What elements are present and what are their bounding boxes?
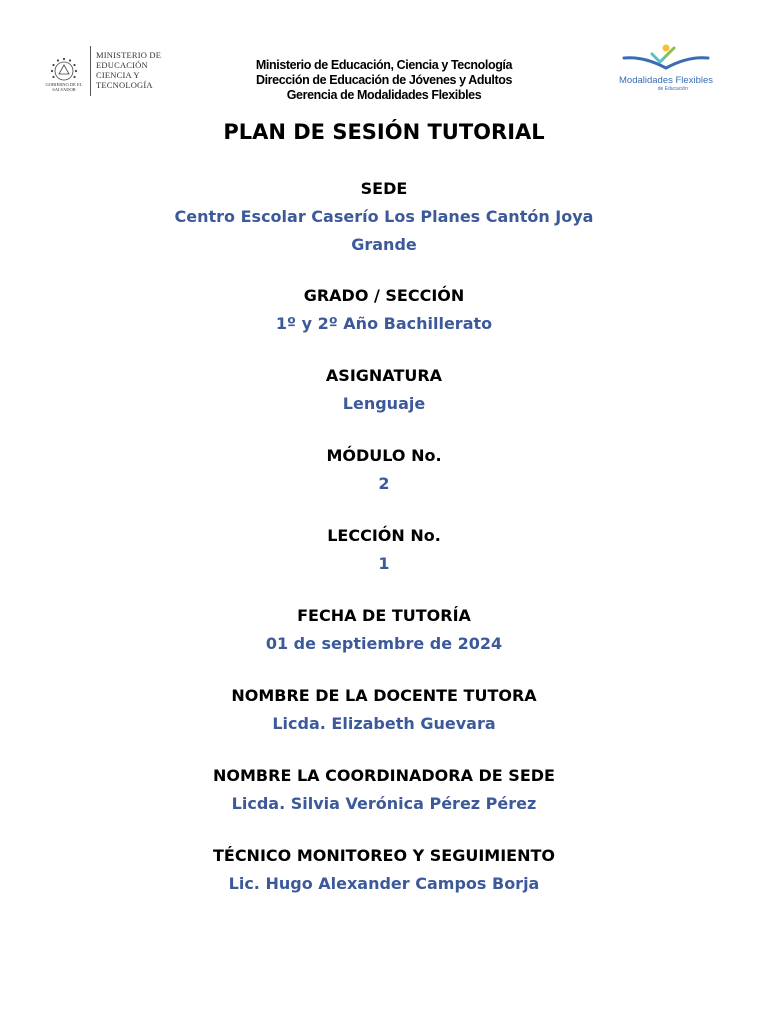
- header-line-direction: Dirección de Educación de Jóvenes y Adultos: [255, 73, 513, 87]
- field-label: SEDE: [360, 179, 408, 198]
- field-value: 1: [378, 554, 390, 573]
- field-fecha-tutoria: [0, 605, 768, 658]
- logo-divider: [90, 46, 91, 96]
- field-leccion: [0, 525, 768, 578]
- field-value: Licda. Elizabeth Guevara: [272, 714, 496, 733]
- field-label: GRADO / SECCIÓN: [303, 286, 465, 305]
- field-modulo: [0, 445, 768, 498]
- field-value: 1º y 2º Año Bachillerato: [275, 314, 493, 333]
- logo-name: Modalidades Flexibles: [619, 75, 713, 86]
- field-value: Lenguaje: [342, 394, 426, 413]
- header-line-management: Gerencia de Modalidades Flexibles: [286, 88, 482, 102]
- seal-caption: GOBIERNO DE EL SALVADOR: [45, 82, 83, 92]
- field-value: Licda. Silvia Verónica Pérez Pérez: [231, 794, 537, 813]
- field-tecnico-monitoreo: [0, 845, 768, 898]
- field-value: 01 de septiembre de 2024: [265, 634, 503, 653]
- header-institution: [200, 58, 568, 103]
- ministry-logo: [44, 46, 174, 98]
- field-grado-seccion: [0, 285, 768, 338]
- field-label: FECHA DE TUTORÍA: [297, 606, 471, 625]
- modalidades-flexibles-logo: [614, 42, 718, 98]
- header-line-ministry: Ministerio de Educación, Ciencia y Tecnología: [255, 58, 513, 72]
- field-coordinadora-sede: [0, 765, 768, 818]
- field-label: TÉCNICO MONITOREO Y SEGUIMIENTO: [212, 846, 556, 865]
- page-title: PLAN DE SESIÓN TUTORIAL: [223, 120, 545, 144]
- logo-subtitle: de Educación: [657, 86, 688, 92]
- field-label: NOMBRE LA COORDINADORA DE SEDE: [213, 766, 555, 785]
- field-asignatura: [0, 365, 768, 418]
- field-label: LECCIÓN No.: [327, 526, 441, 545]
- field-value: Centro Escolar Caserío Los Planes Cantón Joya Grande: [174, 207, 594, 254]
- field-label: ASIGNATURA: [325, 366, 443, 385]
- field-docente-tutora: [0, 685, 768, 738]
- ministry-name: MINISTERIO DE EDUCACIÓN CIENCIA Y TECNOLOGÍA: [96, 50, 162, 90]
- field-value: 2: [378, 474, 390, 493]
- field-value: Lic. Hugo Alexander Campos Borja: [228, 874, 540, 893]
- field-label: MÓDULO No.: [326, 446, 442, 465]
- field-label: NOMBRE DE LA DOCENTE TUTORA: [231, 686, 537, 705]
- field-sede: [0, 178, 768, 259]
- modalidades-flexibles-logo-icon: [622, 42, 710, 74]
